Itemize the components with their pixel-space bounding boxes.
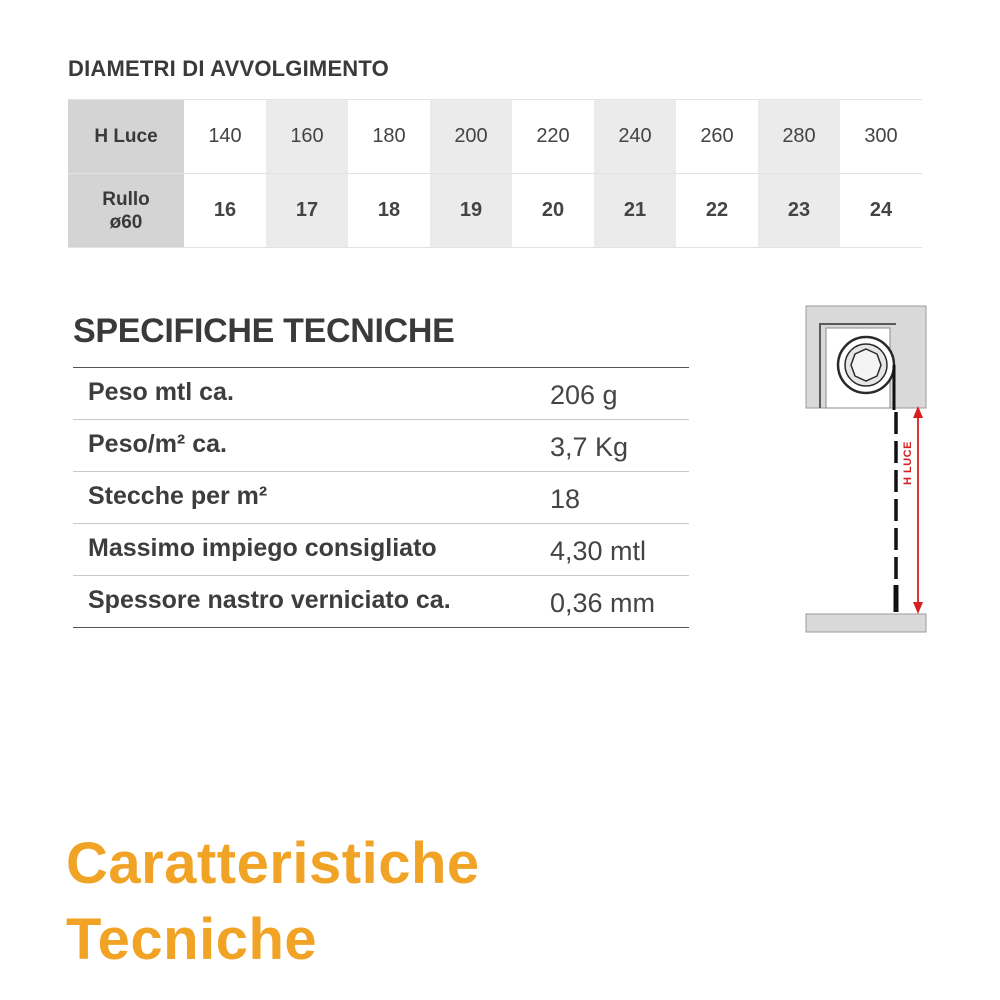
rullo-cell: 18: [348, 174, 430, 248]
rullo-cell: 19: [430, 174, 512, 248]
spec-label: Massimo impiego consigliato: [88, 534, 437, 562]
spec-row: [73, 472, 689, 524]
h-luce-cell: 160: [266, 100, 348, 174]
spec-label: Spessore nastro verniciato ca.: [88, 586, 451, 614]
h-luce-cell: 260: [676, 100, 758, 174]
rullo-cell: 22: [676, 174, 758, 248]
dimension-arrow-icon: [913, 406, 923, 614]
spec-row: [73, 576, 689, 628]
rullo-cell: 20: [512, 174, 594, 248]
table-row-rullo: [68, 174, 922, 248]
roller-icon: [838, 337, 894, 393]
spec-label: Peso/m² ca.: [88, 430, 227, 458]
rullo-cell: 16: [184, 174, 266, 248]
h-luce-cell: 280: [758, 100, 840, 174]
spec-row: [73, 368, 689, 420]
spec-value: 0,36 mm: [550, 588, 656, 618]
h-luce-cell: 140: [184, 100, 266, 174]
diametri-title: DIAMETRI DI AVVOLGIMENTO: [68, 56, 389, 81]
specifiche-list: [73, 367, 689, 628]
h-luce-cell: 180: [348, 100, 430, 174]
spec-label: Stecche per m²: [88, 482, 268, 510]
row-label-h-luce: H Luce: [68, 100, 184, 174]
row-label-rullo: [68, 174, 184, 248]
h-luce-cell: 300: [840, 100, 922, 174]
spec-value: 4,30 mtl: [550, 536, 647, 566]
specifiche-title: SPECIFICHE TECNICHE: [73, 312, 455, 350]
h-luce-dimension-label: H LUCE: [902, 441, 914, 485]
spec-row: [73, 524, 689, 576]
spec-value: 3,7 Kg: [550, 432, 629, 462]
row-label-rullo-line1: Rullo: [102, 188, 150, 210]
page-heading: [66, 826, 480, 978]
diametri-table: [68, 99, 922, 248]
page-heading-line2: Tecniche: [66, 907, 318, 972]
table-row-h-luce: [68, 100, 922, 174]
window-sill: [806, 614, 926, 632]
h-luce-cell: 240: [594, 100, 676, 174]
row-label-rullo-line2: ø60: [109, 211, 143, 233]
page-heading-line1: Caratteristiche: [66, 831, 480, 896]
spec-label: Peso mtl ca.: [88, 378, 234, 406]
h-luce-cell: 200: [430, 100, 512, 174]
spec-row: [73, 420, 689, 472]
spec-value: 18: [550, 484, 581, 514]
rullo-cell: 17: [266, 174, 348, 248]
rullo-cell: 24: [840, 174, 922, 248]
spec-value: 206 g: [550, 380, 618, 410]
roller-box-diagram: [800, 300, 935, 640]
rullo-cell: 21: [594, 174, 676, 248]
h-luce-cell: 220: [512, 100, 594, 174]
rullo-cell: 23: [758, 174, 840, 248]
